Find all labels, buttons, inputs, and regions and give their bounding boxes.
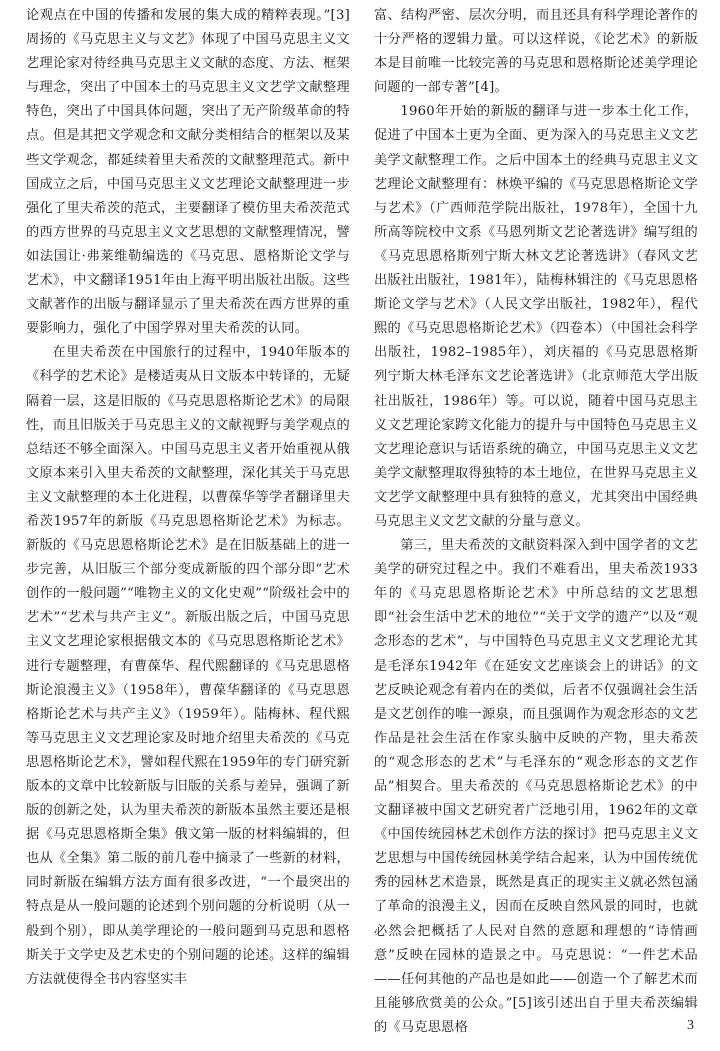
left-column	[26, 4, 350, 992]
right-paragraph-1: 富、结构严密、层次分明，而且还具有科学理论著作的十分严格的逻辑力量。可以这样说，《论艺术》的新版本是目前唯一比较完善的马克思和恩格斯论述美学理论问题的一部专著”[4]。	[374, 8, 698, 96]
left-paragraph-2: 在里夫希茨在中国旅行的过程中，1940年版本的《科学的艺术论》是楼适夷从日文版本中转译的，无疑隔着一层，这是旧版的《马克思恩格斯论艺术》的局限性，而且旧版关于马克思主义的文献视野与美学观点的总结还不够全面深入。中国马克思主义者开始重视从俄文原本来引入里夫希茨的文献整理，深化其关于马克思主义文献整理的本土化进程，以曹葆华等学者翻译里夫希茨1957年的新版《马克思恩格斯论艺术》为标志。新版的《马克思恩格斯论艺术》是在旧版基础上的进一步完善，从旧版三个部分变成新版的四个部分即“艺术创作的一般问题”“唯物主义的文化史观”“阶级社会中的艺术”“艺术与共产主义”。新版出版之后，中国马克思主义文艺理论家根据俄文本的《马克思恩格斯论艺术》进行专题整理，有曹葆华、程代熙翻译的《马克思恩格斯论浪漫主义》（1958年），曹葆华翻译的《马克思恩格斯论艺术与共产主义》（1959年）。陆梅林、程代熙等马克思主义文艺理论家及时地介绍里夫希茨的《马克思恩格斯论艺术》，譬如程代熙在1959年的专门研究新版本的文章中比较新版与旧版的关系与差异，强调了新版的创新之处，认为里夫希茨的新版本虽然主要还是根据《马克思恩格斯全集》俄文第一版的材料编辑的，但也从《全集》第二版的前几卷中摘录了一些新的材料，同时新版在编辑方法方面有很多改进，“一个最突出的特点是从一般问题的论述到个别问题的分析说明（从一般到个别），即从美学理论的一般问题到马克思和恩格斯关于文学史及艺术史的个别问题的论述。这样的编辑方法就使得全书内容坚实丰	[26, 345, 350, 987]
left-paragraph-1: 论观点在中国的传播和发展的集大成的精粹表现。”[3]周扬的《马克思主义与文艺》体现了中国马克思主义文艺理论家对待经典马克思主义文献的态度、方法、框架与理念，突出了中国本土的马克思主义文艺学文献整理特色，突出了中国具体问题，突出了无产阶级革命的特点。但是其把文学观念和文献分类相结合的框架以及某些文学观念，都延续着里夫希茨的文献整理范式。新中国成立之后，中国马克思主义文艺理论文献整理进一步强化了里夫希茨的范式，主要翻译了模仿里夫希茨范式的西方世界的马克思主义文艺思想的文献整理情况，譬如法国让·弗莱维勒编选的《马克思、恩格斯论文学与艺术》，中文翻译1951年由上海平明出版社出版。这些文献著作的出版与翻译显示了里夫希茨在西方世界的重要影响力，强化了中国学界对里夫希茨的认同。	[26, 8, 350, 337]
right-paragraph-2: 1960年开始的新版的翻译与进一步本土化工作，促进了中国本土更为全面、更为深入的马克思主义文艺美学文献整理工作。之后中国本土的经典马克思主义文艺理论文献整理有：林焕平编的《马克思恩格斯论文学与艺术》（广西师范学院出版社，1978年），全国十九所高等院校中文系《马恩列斯文艺论著选讲》编写组的《马克思恩格斯列宁斯大林文艺论著选讲》（春风文艺出版社出版社，1981年），陆梅林辑注的《马克思恩格斯论文学与艺术》（人民文学出版社，1982年），程代熙的《马克思恩格斯论艺术》（四卷本）（中国社会科学出版社，1982–1985年），刘庆福的《马克思恩格斯列宁斯大林毛泽东文艺论著选讲》（北京师范大学出版社出版社，1986年）等。可以说，随着中国马克思主义文艺理论家跨文化能力的提升与中国特色马克思主义文艺理论意识与话语系统的确立，中国马克思主义文艺美学文献整理取得独特的本土地位，在世界马克思主义文艺学文献整理中具有独特的意义，尤其突出中国经典马克思主义文艺文献的分量与意义。	[374, 104, 698, 529]
page-number: 3	[687, 1018, 694, 1033]
right-column	[374, 4, 698, 1040]
right-paragraph-3: 第三，里夫希茨的文献资料深入到中国学者的文艺美学的研究过程之中。我们不难看出，里夫希茨1933年的《马克思恩格斯论艺术》中所总结的文艺思想即“社会生活中艺术的地位”“关于文学的遗产”以及“观念形态的艺术”，与中国特色马克思主义文艺理论尤其是毛泽东1942年《在延安文艺座谈会上的讲话》的文艺反映论观念有着内在的类似，后者不仅强调社会生活是文艺创作的唯一源泉，而且强调作为观念形态的文艺作品是社会生活在作家头脑中反映的产物，里夫希茨的“观念形态的艺术”与毛泽东的“观念形态的文艺作品”相契合。里夫希茨的《马克思恩格斯论艺术》的中文翻译被中国文艺研究者广泛地引用，1962年的文章《中国传统园林艺术创作方法的探讨》把马克思主义文艺思想与中国传统园林美学结合起来，认为中国传统优秀的园林艺术造景，既然是真正的现实主义就必然包涵了革命的浪漫主义，因而在反映自然风景的同时，也就必然会把概括了人民对自然的意愿和理想的“诗情画意”反映在园林的造景之中。马克思说：“一件艺术品——任何其他的产品也是如此——创造一个了解艺术而且能够欣赏美的公众。”[5]该引述出自于里夫希茨编辑的《马克思恩格	[374, 538, 698, 1035]
